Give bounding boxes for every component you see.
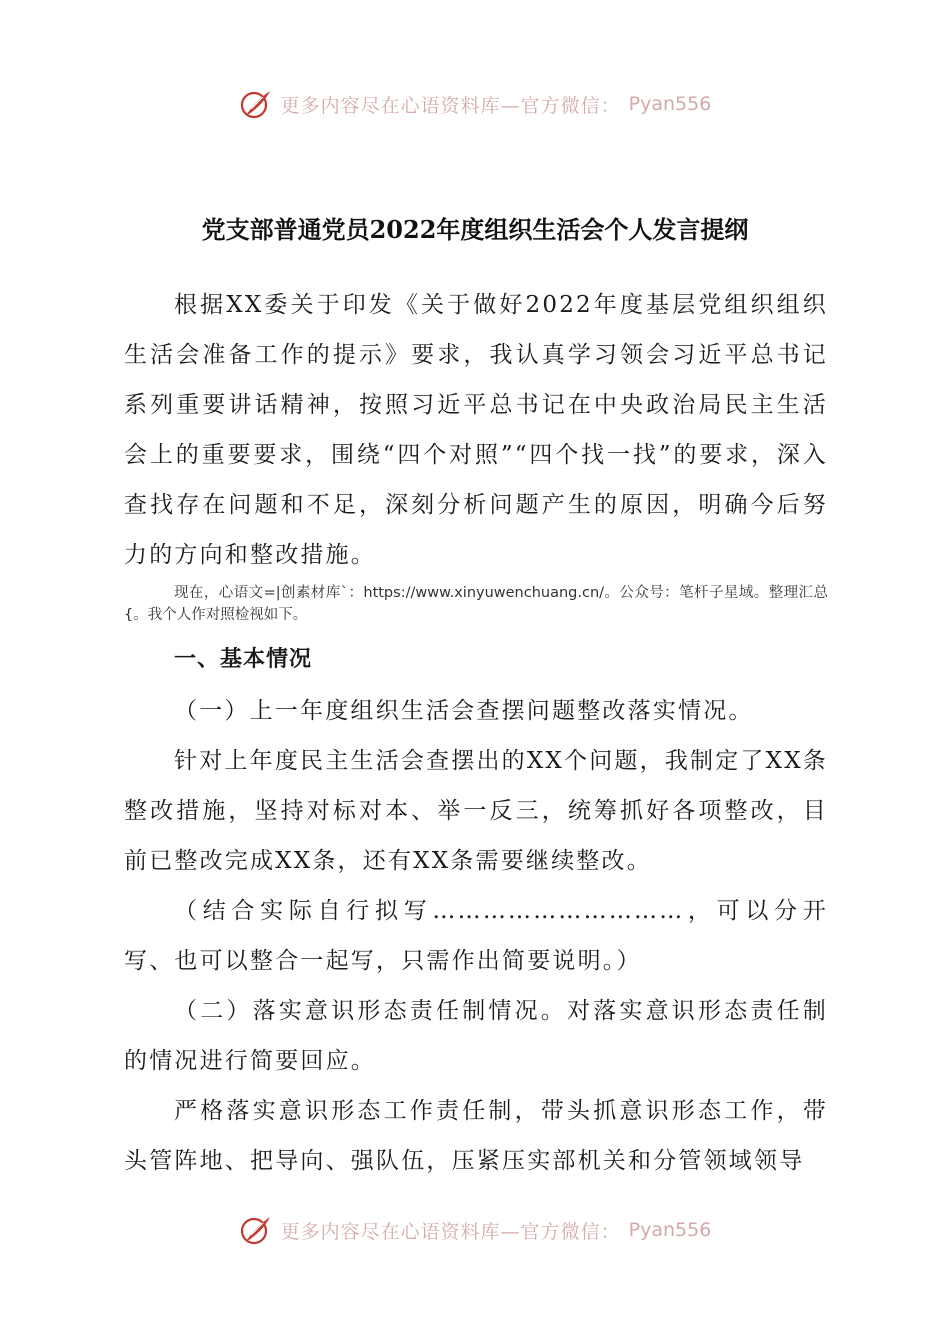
- footer-watermark-banner: [0, 1210, 950, 1250]
- source-note: 现在，心语文=|创素材库`：https://www.xinyuwenchuang.cn/。公众号：笔杆子星域。整理汇总{。我个人作对照检视如下。: [124, 585, 828, 623]
- document-body: [124, 280, 828, 1186]
- subsection-heading-rectification: （一）上一年度组织生活会查摆问题整改落实情况。: [174, 698, 754, 724]
- drafting-instruction-paragraph: （结合实际自行拟写…………………………，可以分开写、也可以整合一起写，只需作出简要说明。）: [124, 898, 828, 974]
- document-title: 党支部普通党员2022年度组织生活会个人发言提纲: [201, 215, 749, 244]
- section-heading-basic-situation: 一、基本情况: [174, 647, 313, 672]
- footer-banner-code: Pyan556: [628, 1219, 712, 1241]
- quill-logo-icon: [239, 1213, 273, 1247]
- header-watermark-banner: [0, 84, 950, 124]
- quill-logo-icon: [239, 87, 273, 121]
- ideology-paragraph: 严格落实意识形态工作责任制，带头抓意识形态工作，带头管阵地、把导向、强队伍，压紧压实部机关和分管领域领导: [124, 1098, 828, 1174]
- rectification-paragraph: 针对上年度民主生活会查摆出的XX个问题，我制定了XX条整改措施，坚持对标对本、举一反三，统筹抓好各项整改，目前已整改完成XX条，还有XX条需要继续整改。: [124, 748, 828, 874]
- header-banner-code: Pyan556: [628, 93, 712, 115]
- subsection-heading-ideology: （二）落实意识形态责任制情况。对落实意识形态责任制的情况进行简要回应。: [124, 998, 828, 1074]
- intro-paragraph: 根据XX委关于印发《关于做好2022年度基层党组织组织生活会准备工作的提示》要求，我认真学习领会习近平总书记系列重要讲话精神，按照习近平总书记在中央政治局民主生活会上的重要要求，围绕“四个对照”“四个找一找”的要求，深入查找存在问题和不足，深刻分析问题产生的原因，明确今后努力的方向和整改措施。: [124, 292, 828, 568]
- footer-banner-text: 更多内容尽在心语资料库—官方微信：: [280, 1220, 621, 1243]
- header-banner-text: 更多内容尽在心语资料库—官方微信：: [280, 94, 621, 117]
